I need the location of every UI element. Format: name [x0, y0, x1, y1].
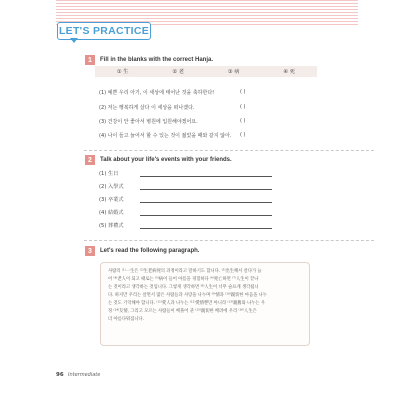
page-number: 96 [56, 372, 64, 378]
event-item-2: (2) 入學式 [99, 184, 124, 190]
question-1: (1) 예쁜 우리 아기, 이 세상에 태어난 것을 축하한다! [99, 90, 215, 96]
section-divider [84, 240, 374, 241]
page-title: LET'S PRACTICE [58, 25, 150, 37]
passage-line: 더 아름다워집니다. [108, 317, 144, 322]
event-item-1: (1) 生日 [99, 171, 119, 177]
passage-line: 어 ⁽⁴⁾老人이 되고 때로는 ⁽⁵⁾病이 들어 아픔을 경험하다 ⁽⁶⁾死亡하면 ⁽⁷⁾人生이 끝나 [108, 277, 259, 282]
answer-blank-1[interactable]: ( ) [240, 89, 246, 95]
event-answer-line-1[interactable] [140, 176, 272, 177]
choice-1: ① 生 [117, 69, 129, 75]
event-answer-line-2[interactable] [140, 189, 272, 190]
event-answer-line-4[interactable] [140, 215, 272, 216]
section-2-number: 2 [85, 155, 95, 165]
choice-2: ② 老 [172, 69, 184, 75]
section-3-number: 3 [85, 246, 95, 256]
question-4: (4) 나이 들고 늙어서 할 수 있는 것이 젊었을 때와 같지 않아. [99, 133, 232, 139]
choice-4: ④ 死 [283, 69, 295, 75]
question-3: (3) 건강이 안 좋아서 병원에 입원해야겠어요. [99, 119, 198, 125]
choice-3: ③ 病 [228, 69, 240, 75]
answer-blank-3[interactable]: ( ) [240, 118, 246, 124]
answer-blank-4[interactable]: ( ) [240, 132, 246, 138]
reading-passage [100, 262, 310, 346]
event-item-5: (5) 葬禮式 [99, 223, 124, 229]
banner-tail [70, 38, 78, 43]
event-answer-line-3[interactable] [140, 202, 272, 203]
section-2-title: Talk about your life's events with your friends. [100, 157, 232, 163]
section-divider [84, 150, 374, 151]
passage-line: 정 ⁽¹⁴⁾友情, 그리고 모르는 사람들이 베풀어 준 ⁽¹⁵⁾親切한 배려에 우리 ⁽¹⁶⁾人生은 [108, 309, 257, 314]
event-answer-line-5[interactable] [140, 228, 272, 229]
event-item-4: (4) 結婚式 [99, 210, 124, 216]
passage-line: 다. 하지만 우리는 살면서 많은 사람들과 사랑을 나누며 ⁽⁹⁾情과 ⁽¹⁰⁾親切한 마음을 나누 [108, 293, 268, 298]
event-item-3: (3) 卒業式 [99, 197, 124, 203]
passage-line: 는 것이라고 생각하는 것입니다. 그렇게 생각하면 ⁽⁸⁾人生이 너무 슬프게 생각됩니 [108, 285, 259, 290]
passage-line: 사람의 ⁽¹⁾一生은 ⁽²⁾生老病死의 과정이라고 말하기도 합니다. ⁽³⁾出生해서 살다가 늙 [108, 269, 262, 274]
section-3-title: Let's read the following paragraph. [100, 248, 200, 254]
section-1-number: 1 [85, 55, 95, 65]
section-1-title: Fill in the blanks with the correct Hanja. [100, 57, 214, 63]
hanja-choices-box [95, 66, 317, 77]
answer-blank-2[interactable]: ( ) [240, 104, 246, 110]
question-2: (2) 저는 행복하게 살다 이 세상을 떠나겠다. [99, 105, 195, 111]
passage-line: 는 것도 기억해야 합니다. ⁽¹¹⁾愛人과 나누는 ⁽¹²⁾愛情뿐만 아니라 ⁽¹³⁾親舊와 나누는 우 [108, 301, 266, 306]
level-label: Intermediate [68, 372, 101, 378]
